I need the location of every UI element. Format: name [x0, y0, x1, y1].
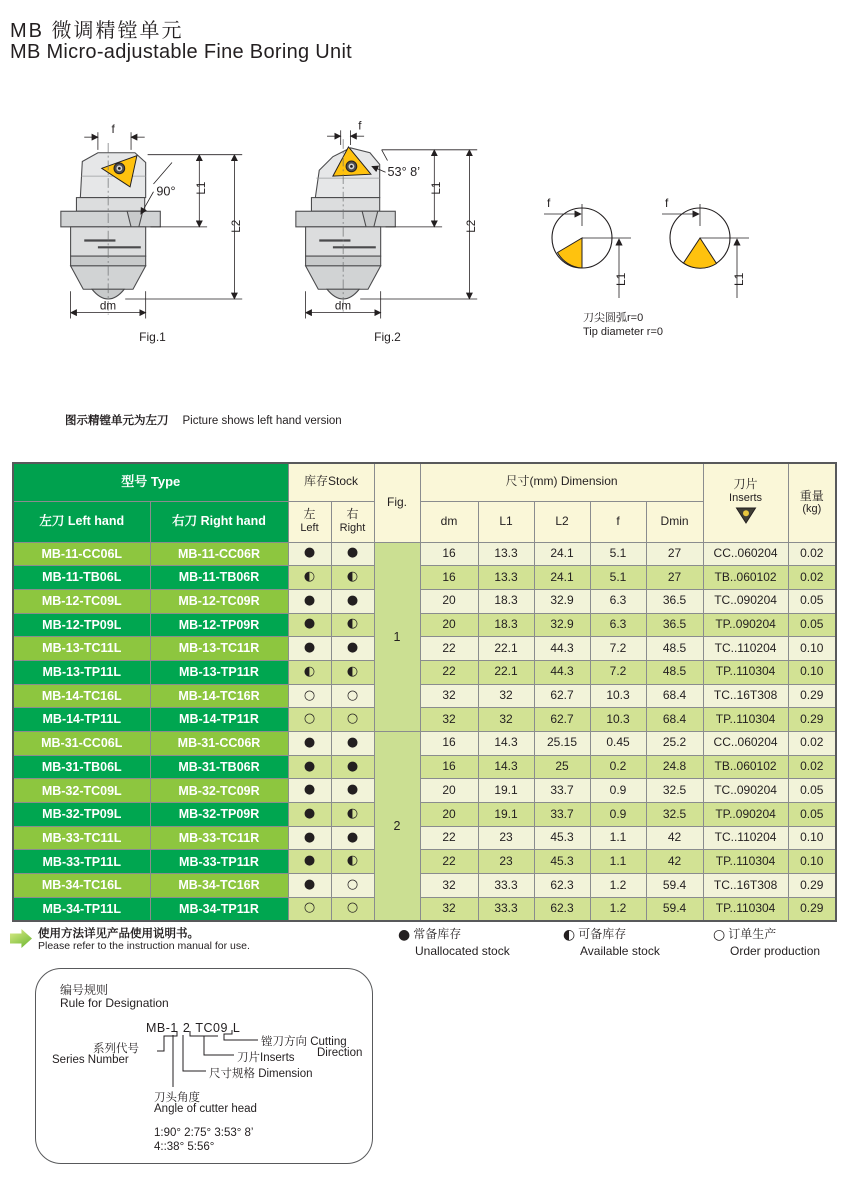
half-circle-icon: ◐ — [563, 927, 576, 943]
stock-left-cell: ● — [288, 732, 331, 756]
l2-cell: 44.3 — [534, 660, 590, 684]
legend-en: Order production — [730, 944, 821, 958]
stock-right-cell: ● — [331, 755, 374, 779]
weight-cell: 0.10 — [788, 850, 836, 874]
stock-left-zh: 左 — [303, 507, 316, 522]
fig1-dm-label: dm — [99, 299, 117, 313]
weight-cell: 0.29 — [788, 874, 836, 898]
circle1-l1-label: L1 — [614, 272, 628, 286]
type-left-cell: MB-11-CC06L — [13, 542, 150, 566]
insert-cell: CC..060204 — [703, 542, 788, 566]
dmin-cell: 42 — [646, 826, 703, 850]
dm-cell: 16 — [420, 566, 478, 590]
fig2-angle-label: 53° 8’ — [387, 165, 421, 180]
type-right-cell: MB-34-TC16R — [150, 874, 288, 898]
type-right-cell: MB-32-TP09R — [150, 803, 288, 827]
code-insert: TC09 — [195, 1021, 228, 1035]
weight-cell: 0.05 — [788, 613, 836, 637]
tip-circle-fig1 — [527, 186, 642, 308]
type-left-cell: MB-33-TC11L — [13, 826, 150, 850]
insert-cell: TB..060102 — [703, 566, 788, 590]
l1-cell: 23 — [478, 826, 534, 850]
dmin-cell: 36.5 — [646, 589, 703, 613]
type-left-cell: MB-12-TP09L — [13, 613, 150, 637]
stock-left-cell: ● — [288, 755, 331, 779]
type-right-cell: MB-12-TC09R — [150, 589, 288, 613]
dm-cell: 20 — [420, 803, 478, 827]
left-hand-note-zh: 图示精镗单元为左刀 — [65, 415, 169, 427]
table-row — [13, 613, 836, 637]
type-left-cell: MB-32-TP09L — [13, 803, 150, 827]
dm-cell: 22 — [420, 637, 478, 661]
type-left-cell: MB-14-TP11L — [13, 708, 150, 732]
stock-right-cell: ● — [331, 826, 374, 850]
f-cell: 0.2 — [590, 755, 646, 779]
code-direction: L — [232, 1021, 241, 1035]
type-left-cell: MB-14-TC16L — [13, 684, 150, 708]
stock-right-cell: ● — [331, 589, 374, 613]
weight-cell: 0.10 — [788, 637, 836, 661]
col-header-l2: L2 — [534, 501, 590, 542]
weight-cell: 0.02 — [788, 732, 836, 756]
type-right-cell: MB-13-TC11R — [150, 637, 288, 661]
dm-cell: 32 — [420, 708, 478, 732]
table-row — [13, 708, 836, 732]
table-row — [13, 826, 836, 850]
col-header-type: 型号 Type — [13, 463, 288, 501]
dm-cell: 20 — [420, 779, 478, 803]
code-size: 2 — [182, 1021, 191, 1035]
insert-cell: TC..16T308 — [703, 874, 788, 898]
fig-group-cell: 2 — [374, 732, 420, 922]
inserts-label: 刀片Inserts — [237, 1052, 295, 1064]
table-row — [13, 542, 836, 566]
fig1-caption: Fig.1 — [139, 330, 166, 344]
f-cell: 1.1 — [590, 826, 646, 850]
weight-cell: 0.02 — [788, 755, 836, 779]
angle-label-en: Angle of cutter head — [154, 1103, 257, 1115]
dmin-cell: 36.5 — [646, 613, 703, 637]
table-row — [13, 803, 836, 827]
dm-cell: 32 — [420, 897, 478, 921]
legend-en: Available stock — [580, 944, 660, 958]
circle2-l1-label: L1 — [732, 272, 746, 286]
stock-right-cell: ◐ — [331, 850, 374, 874]
dm-cell: 22 — [420, 660, 478, 684]
inserts-header-zh: 刀片 — [733, 477, 758, 492]
fig1-angle-label: 90° — [156, 184, 176, 199]
f-cell: 10.3 — [590, 708, 646, 732]
col-header-f: f — [590, 501, 646, 542]
dimension-label: 尺寸规格 Dimension — [209, 1068, 313, 1080]
type-right-cell: MB-14-TC16R — [150, 684, 288, 708]
l1-cell: 22.1 — [478, 660, 534, 684]
l1-cell: 33.3 — [478, 874, 534, 898]
l2-cell: 33.7 — [534, 779, 590, 803]
col-header-left-hand: 左刀 Left hand — [13, 501, 150, 542]
fig2-caption: Fig.2 — [374, 330, 401, 344]
insert-cell: CC..060204 — [703, 732, 788, 756]
type-right-cell: MB-14-TP11R — [150, 708, 288, 732]
l2-cell: 62.7 — [534, 708, 590, 732]
legend-zh: 订单生产 — [728, 927, 777, 941]
designation-title-en: Rule for Designation — [60, 996, 169, 1010]
l2-cell: 24.1 — [534, 542, 590, 566]
f-cell: 5.1 — [590, 566, 646, 590]
type-left-cell: MB-34-TC16L — [13, 874, 150, 898]
stock-left-en: Left — [300, 522, 319, 535]
stock-right-cell: ○ — [331, 684, 374, 708]
l2-cell: 25 — [534, 755, 590, 779]
col-header-stock-right — [331, 501, 374, 542]
stock-right-cell: ● — [331, 637, 374, 661]
dm-cell: 16 — [420, 542, 478, 566]
weight-cell: 0.10 — [788, 826, 836, 850]
dmin-cell: 68.4 — [646, 684, 703, 708]
type-right-cell: MB-32-TC09R — [150, 779, 288, 803]
table-row — [13, 755, 836, 779]
manual-note-zh: 使用方法详见产品使用说明书。 — [38, 928, 199, 940]
type-right-cell: MB-12-TP09R — [150, 613, 288, 637]
page-title-zh: MB 微调精镗单元 — [10, 20, 184, 42]
designation-code — [146, 1021, 245, 1035]
l1-cell: 22.1 — [478, 637, 534, 661]
stock-left-cell: ● — [288, 803, 331, 827]
f-cell: 1.2 — [590, 874, 646, 898]
fig2-l1-label: L1 — [430, 181, 444, 195]
insert-cell: TC..090204 — [703, 589, 788, 613]
designation-title-zh: 编号规则 — [60, 983, 109, 997]
col-header-dm: dm — [420, 501, 478, 542]
type-right-cell: MB-11-TB06R — [150, 566, 288, 590]
arrow-icon — [10, 929, 32, 948]
dmin-cell: 27 — [646, 566, 703, 590]
type-left-cell: MB-13-TP11L — [13, 660, 150, 684]
f-cell: 7.2 — [590, 660, 646, 684]
dmin-cell: 32.5 — [646, 803, 703, 827]
legend-available-stock — [563, 925, 660, 958]
legend-order-production — [713, 925, 820, 958]
l2-cell: 24.1 — [534, 566, 590, 590]
angle-codes-line2: 4::38° 5:56° — [154, 1141, 215, 1153]
dmin-cell: 27 — [646, 542, 703, 566]
stock-right-cell: ◐ — [331, 613, 374, 637]
col-header-l1: L1 — [478, 501, 534, 542]
manual-note-en: Please refer to the instruction manual for use. — [38, 940, 250, 952]
stock-left-cell: ○ — [288, 708, 331, 732]
code-series: MB-1 — [146, 1021, 178, 1035]
stock-right-cell: ○ — [331, 874, 374, 898]
table-body — [13, 542, 836, 921]
l1-cell: 13.3 — [478, 566, 534, 590]
weight-cell: 0.02 — [788, 542, 836, 566]
f-cell: 10.3 — [590, 684, 646, 708]
stock-right-cell: ◐ — [331, 660, 374, 684]
l1-cell: 14.3 — [478, 732, 534, 756]
fig-group-cell: 1 — [374, 542, 420, 732]
l1-cell: 23 — [478, 850, 534, 874]
dm-cell: 16 — [420, 755, 478, 779]
l1-cell: 32 — [478, 684, 534, 708]
series-label-zh: 系列代号 — [93, 1043, 139, 1055]
weight-header-zh: 重量 — [799, 488, 824, 503]
table-row — [13, 897, 836, 921]
weight-header-en: (kg) — [802, 503, 822, 516]
stock-left-cell: ○ — [288, 684, 331, 708]
table-row — [13, 684, 836, 708]
stock-left-cell: ● — [288, 613, 331, 637]
dm-cell: 32 — [420, 684, 478, 708]
insert-cell: TP..110304 — [703, 897, 788, 921]
f-cell: 1.1 — [590, 850, 646, 874]
table-row — [13, 566, 836, 590]
stock-left-cell: ● — [288, 542, 331, 566]
f-cell: 0.9 — [590, 779, 646, 803]
type-left-cell: MB-31-CC06L — [13, 732, 150, 756]
tip-note-en: Tip diameter r=0 — [583, 326, 663, 338]
stock-right-cell: ○ — [331, 708, 374, 732]
l2-cell: 32.9 — [534, 613, 590, 637]
type-left-cell: MB-32-TC09L — [13, 779, 150, 803]
f-cell: 0.9 — [590, 803, 646, 827]
table-row — [13, 732, 836, 756]
dm-cell: 22 — [420, 826, 478, 850]
l1-cell: 19.1 — [478, 803, 534, 827]
type-right-cell: MB-31-TB06R — [150, 755, 288, 779]
direction-label-2: Direction — [317, 1047, 363, 1059]
col-header-right-hand: 右刀 Right hand — [150, 501, 288, 542]
dmin-cell: 68.4 — [646, 708, 703, 732]
circle2-f-label: f — [665, 196, 669, 210]
stock-left-cell: ◐ — [288, 566, 331, 590]
dmin-cell: 42 — [646, 850, 703, 874]
fig1-l1-label: L1 — [195, 181, 209, 195]
l2-cell: 62.7 — [534, 684, 590, 708]
f-cell: 5.1 — [590, 542, 646, 566]
insert-cell: TC..090204 — [703, 779, 788, 803]
f-cell: 6.3 — [590, 589, 646, 613]
designation-box — [35, 968, 373, 1164]
type-right-cell: MB-34-TP11R — [150, 897, 288, 921]
insert-cell: TP..110304 — [703, 708, 788, 732]
table-row — [13, 874, 836, 898]
dm-cell: 20 — [420, 589, 478, 613]
stock-left-cell: ◐ — [288, 660, 331, 684]
l2-cell: 62.3 — [534, 874, 590, 898]
l2-cell: 45.3 — [534, 850, 590, 874]
weight-cell: 0.05 — [788, 779, 836, 803]
dmin-cell: 32.5 — [646, 779, 703, 803]
dm-cell: 32 — [420, 874, 478, 898]
l2-cell: 32.9 — [534, 589, 590, 613]
col-header-dmin: Dmin — [646, 501, 703, 542]
col-header-inserts — [703, 463, 788, 542]
dmin-cell: 59.4 — [646, 897, 703, 921]
l1-cell: 19.1 — [478, 779, 534, 803]
inserts-header-en: Inserts — [729, 491, 763, 504]
type-left-cell: MB-33-TP11L — [13, 850, 150, 874]
tip-note — [583, 311, 663, 339]
stock-right-cell: ◐ — [331, 803, 374, 827]
full-circle-icon: ● — [398, 927, 411, 943]
l2-cell: 44.3 — [534, 637, 590, 661]
f-cell: 6.3 — [590, 613, 646, 637]
series-label-en: Series Number — [52, 1054, 129, 1066]
f-cell: 1.2 — [590, 897, 646, 921]
dm-cell: 20 — [420, 613, 478, 637]
stock-left-cell: ● — [288, 779, 331, 803]
l1-cell: 32 — [478, 708, 534, 732]
insert-cell: TC..110204 — [703, 637, 788, 661]
table-row — [13, 637, 836, 661]
type-left-cell: MB-34-TP11L — [13, 897, 150, 921]
insert-cell: TP..110304 — [703, 850, 788, 874]
weight-cell: 0.10 — [788, 660, 836, 684]
table-row — [13, 660, 836, 684]
stock-right-zh: 右 — [346, 507, 359, 522]
table-row — [13, 850, 836, 874]
page-title-en: MB Micro-adjustable Fine Boring Unit — [10, 41, 353, 63]
type-left-cell: MB-31-TB06L — [13, 755, 150, 779]
l1-cell: 13.3 — [478, 542, 534, 566]
angle-label-zh: 刀头角度 — [154, 1092, 200, 1104]
stock-right-cell: ● — [331, 732, 374, 756]
weight-cell: 0.05 — [788, 803, 836, 827]
l1-cell: 18.3 — [478, 589, 534, 613]
stock-right-cell: ○ — [331, 897, 374, 921]
direction-label: 镗刀方向 Cutting — [261, 1036, 347, 1048]
stock-right-cell: ● — [331, 779, 374, 803]
tip-note-zh: 刀尖圆弧r=0 — [583, 312, 644, 324]
l1-cell: 18.3 — [478, 613, 534, 637]
dmin-cell: 48.5 — [646, 637, 703, 661]
stock-left-cell: ● — [288, 850, 331, 874]
type-right-cell: MB-33-TP11R — [150, 850, 288, 874]
fig2-f-label: f — [358, 119, 362, 133]
product-table — [12, 462, 837, 922]
left-hand-note — [65, 412, 342, 428]
type-right-cell: MB-31-CC06R — [150, 732, 288, 756]
dm-cell: 22 — [420, 850, 478, 874]
col-header-dimension: 尺寸(mm) Dimension — [420, 463, 703, 501]
l1-cell: 14.3 — [478, 755, 534, 779]
stock-right-cell: ● — [331, 542, 374, 566]
tip-circle-fig2 — [645, 186, 760, 308]
stock-left-cell: ● — [288, 826, 331, 850]
fig2-drawing — [290, 116, 485, 326]
col-header-stock-left — [288, 501, 331, 542]
legend-zh: 常备库存 — [413, 927, 462, 941]
weight-cell: 0.05 — [788, 589, 836, 613]
insert-cell: TC..110204 — [703, 826, 788, 850]
weight-cell: 0.29 — [788, 684, 836, 708]
weight-cell: 0.02 — [788, 566, 836, 590]
legend-en: Unallocated stock — [415, 944, 510, 958]
l2-cell: 25.15 — [534, 732, 590, 756]
type-left-cell: MB-13-TC11L — [13, 637, 150, 661]
f-cell: 0.45 — [590, 732, 646, 756]
fig1-f-label: f — [111, 123, 115, 137]
l2-cell: 45.3 — [534, 826, 590, 850]
fig2-l2-label: L2 — [465, 219, 479, 233]
dmin-cell: 24.8 — [646, 755, 703, 779]
left-hand-note-en: Picture shows left hand version — [182, 415, 342, 427]
table-header — [13, 463, 836, 542]
col-header-stock: 库存Stock — [288, 463, 374, 501]
empty-circle-icon: ○ — [713, 927, 726, 943]
angle-codes-line1: 1:90° 2:75° 3:53° 8’ — [154, 1127, 254, 1139]
stock-left-cell: ● — [288, 874, 331, 898]
dmin-cell: 59.4 — [646, 874, 703, 898]
legend-unallocated-stock — [398, 925, 510, 958]
insert-triangle-icon — [704, 507, 788, 528]
insert-cell: TC..16T308 — [703, 684, 788, 708]
type-left-cell: MB-11-TB06L — [13, 566, 150, 590]
table-row — [13, 779, 836, 803]
stock-right-en: Right — [339, 522, 366, 535]
stock-right-cell: ◐ — [331, 566, 374, 590]
fig1-drawing — [55, 116, 250, 326]
weight-cell: 0.29 — [788, 708, 836, 732]
insert-cell: TP..090204 — [703, 803, 788, 827]
l2-cell: 33.7 — [534, 803, 590, 827]
circle1-f-label: f — [547, 196, 551, 210]
type-right-cell: MB-11-CC06R — [150, 542, 288, 566]
insert-cell: TP..090204 — [703, 613, 788, 637]
table-row — [13, 589, 836, 613]
stock-left-cell: ● — [288, 637, 331, 661]
type-left-cell: MB-12-TC09L — [13, 589, 150, 613]
col-header-fig: Fig. — [374, 463, 420, 542]
f-cell: 7.2 — [590, 637, 646, 661]
fig1-l2-label: L2 — [230, 219, 244, 233]
col-header-weight — [788, 463, 836, 542]
weight-cell: 0.29 — [788, 897, 836, 921]
fig2-dm-label: dm — [334, 299, 352, 313]
dmin-cell: 25.2 — [646, 732, 703, 756]
dmin-cell: 48.5 — [646, 660, 703, 684]
l2-cell: 62.3 — [534, 897, 590, 921]
stock-left-cell: ○ — [288, 897, 331, 921]
insert-cell: TB..060102 — [703, 755, 788, 779]
legend-zh: 可备库存 — [578, 927, 627, 941]
l1-cell: 33.3 — [478, 897, 534, 921]
type-right-cell: MB-33-TC11R — [150, 826, 288, 850]
dm-cell: 16 — [420, 732, 478, 756]
stock-left-cell: ● — [288, 589, 331, 613]
insert-cell: TP..110304 — [703, 660, 788, 684]
type-right-cell: MB-13-TP11R — [150, 660, 288, 684]
